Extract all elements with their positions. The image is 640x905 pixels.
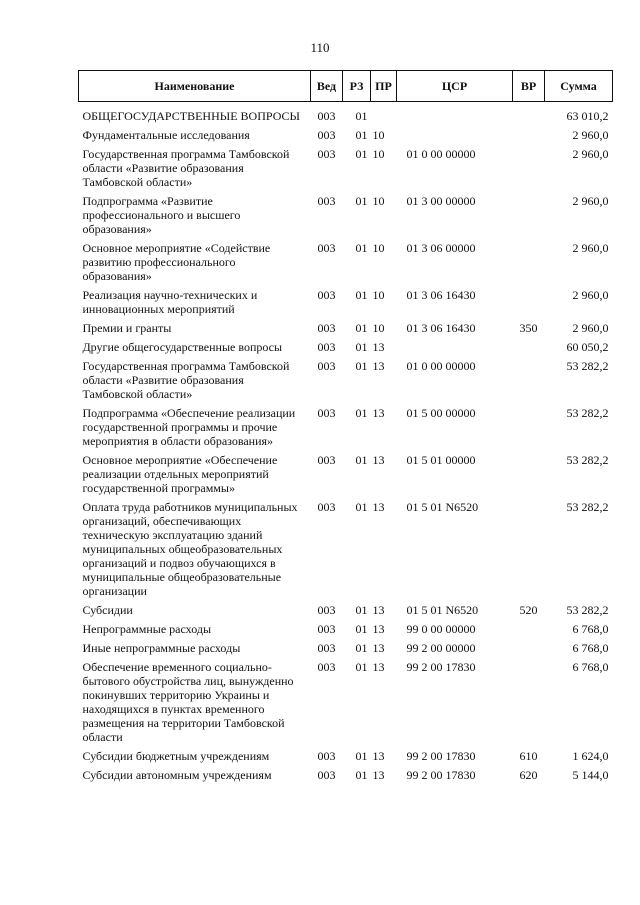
cell-pr: 13	[372, 768, 385, 782]
cell-vr	[513, 239, 545, 286]
cell-csr: 01 5 01 N6520	[406, 500, 479, 514]
cell-pr: 10	[372, 288, 385, 302]
cell-vr	[513, 658, 545, 747]
cell-rz: 01	[355, 194, 368, 208]
cell-sum: 2 960,0	[572, 194, 609, 208]
cell-ved: 003	[317, 749, 336, 763]
cell-pr: 13	[372, 603, 385, 617]
cell-name: Фундаментальные исследования	[82, 128, 250, 142]
cell-ved: 003	[317, 622, 336, 636]
cell-csr: 99 0 00 00000	[406, 622, 476, 636]
cell-name: Субсидии	[82, 603, 133, 617]
cell-sum: 6 768,0	[572, 641, 609, 655]
cell-ved: 003	[317, 500, 336, 514]
header-csr: ЦСР	[397, 71, 513, 102]
budget-table	[78, 70, 613, 785]
table-row	[79, 451, 613, 498]
cell-csr: 99 2 00 17830	[406, 768, 476, 782]
cell-pr: 13	[372, 500, 385, 514]
header-row	[79, 71, 613, 102]
cell-ved: 003	[317, 340, 336, 354]
cell-csr	[397, 126, 513, 145]
cell-csr: 01 3 00 00000	[406, 194, 476, 208]
cell-ved: 003	[317, 128, 336, 142]
cell-csr: 01 5 00 00000	[406, 406, 476, 420]
cell-name: Подпрограмма «Развитие профессионального и высшего образования»	[82, 194, 241, 236]
cell-csr: 01 5 01 N6520	[406, 603, 479, 617]
cell-csr: 01 0 00 00000	[406, 147, 476, 161]
cell-ved: 003	[317, 359, 336, 373]
cell-name: Субсидии автономным учреждениям	[82, 768, 272, 782]
cell-rz: 01	[355, 321, 368, 335]
cell-name: Непрограммные расходы	[82, 622, 212, 636]
cell-sum: 2 960,0	[572, 147, 609, 161]
table-row	[79, 192, 613, 239]
cell-rz: 01	[355, 241, 368, 255]
cell-ved: 003	[317, 453, 336, 467]
cell-name: Реализация научно-технических и инновационных мероприятий	[82, 288, 258, 316]
cell-name: Основное мероприятие «Содействие развитию профессионального образования»	[82, 241, 271, 283]
cell-pr: 10	[372, 147, 385, 161]
cell-ved: 003	[317, 147, 336, 161]
cell-vr	[513, 451, 545, 498]
cell-rz: 01	[355, 340, 368, 354]
cell-vr	[513, 639, 545, 658]
cell-name: Иные непрограммные расходы	[82, 641, 241, 655]
table-row	[79, 239, 613, 286]
cell-ved: 003	[317, 109, 336, 123]
cell-sum: 6 768,0	[572, 660, 609, 674]
cell-pr: 13	[372, 641, 385, 655]
cell-csr: 01 3 06 16430	[406, 321, 476, 335]
table-row	[79, 620, 613, 639]
page-number: 110	[310, 40, 330, 55]
cell-ved: 003	[317, 768, 336, 782]
cell-vr: 350	[519, 321, 538, 335]
cell-pr: 10	[372, 241, 385, 255]
table-row	[79, 286, 613, 319]
cell-pr: 10	[372, 194, 385, 208]
cell-rz: 01	[355, 147, 368, 161]
cell-ved: 003	[317, 288, 336, 302]
cell-vr	[513, 102, 545, 127]
cell-pr: 13	[372, 406, 385, 420]
cell-name: Премии и гранты	[82, 321, 172, 335]
cell-csr: 01 3 06 00000	[406, 241, 476, 255]
cell-pr: 13	[372, 453, 385, 467]
cell-name: Основное мероприятие «Обеспечение реализации отдельных мероприятий государственной программы»	[82, 453, 278, 495]
cell-rz: 01	[355, 109, 368, 123]
cell-ved: 003	[317, 241, 336, 255]
cell-rz: 01	[355, 603, 368, 617]
cell-sum: 2 960,0	[572, 128, 609, 142]
cell-rz: 01	[355, 453, 368, 467]
cell-vr: 620	[519, 768, 538, 782]
cell-name: Субсидии бюджетным учреждениям	[82, 749, 270, 763]
cell-csr: 01 0 00 00000	[406, 359, 476, 373]
cell-ved: 003	[317, 321, 336, 335]
cell-rz: 01	[355, 500, 368, 514]
table-row	[79, 404, 613, 451]
cell-ved: 003	[317, 406, 336, 420]
table-row	[79, 338, 613, 357]
cell-csr: 99 2 00 17830	[406, 660, 476, 674]
cell-pr: 13	[372, 622, 385, 636]
cell-vr	[513, 620, 545, 639]
cell-vr	[513, 404, 545, 451]
cell-sum: 63 010,2	[566, 109, 609, 123]
table-row	[79, 601, 613, 620]
cell-pr: 13	[372, 660, 385, 674]
cell-name: Обеспечение временного социально-бытового обустройства лиц, вынужденно покинувших территорию Украины и находящихся в пунктах временного размещения на территории Тамбовской области	[82, 660, 294, 744]
cell-vr: 520	[519, 603, 538, 617]
cell-pr	[371, 102, 397, 127]
cell-sum: 53 282,2	[566, 603, 609, 617]
cell-vr	[513, 145, 545, 192]
cell-csr	[397, 338, 513, 357]
cell-sum: 5 144,0	[572, 768, 609, 782]
cell-name: ОБЩЕГОСУДАРСТВЕННЫЕ ВОПРОСЫ	[82, 109, 300, 123]
cell-rz: 01	[355, 749, 368, 763]
header-rz: РЗ	[343, 71, 371, 102]
table-row	[79, 319, 613, 338]
cell-sum: 1 624,0	[572, 749, 609, 763]
table-row	[79, 766, 613, 785]
table-row	[79, 498, 613, 601]
cell-vr	[513, 338, 545, 357]
cell-vr	[513, 192, 545, 239]
cell-pr: 13	[372, 359, 385, 373]
cell-ved: 003	[317, 660, 336, 674]
table-header	[79, 71, 613, 102]
cell-sum: 60 050,2	[566, 340, 609, 354]
cell-name: Другие общегосударственные вопросы	[82, 340, 283, 354]
header-ved: Вед	[311, 71, 343, 102]
cell-vr	[513, 126, 545, 145]
cell-pr: 10	[372, 128, 385, 142]
cell-sum: 53 282,2	[566, 406, 609, 420]
cell-csr: 99 2 00 00000	[406, 641, 476, 655]
table-row	[79, 126, 613, 145]
table-row	[79, 658, 613, 747]
cell-sum: 53 282,2	[566, 500, 609, 514]
cell-csr: 99 2 00 17830	[406, 749, 476, 763]
cell-rz: 01	[355, 128, 368, 142]
cell-rz: 01	[355, 359, 368, 373]
table-row	[79, 145, 613, 192]
cell-vr	[513, 357, 545, 404]
table-row	[79, 747, 613, 766]
cell-pr: 13	[372, 340, 385, 354]
cell-sum: 2 960,0	[572, 241, 609, 255]
cell-name: Оплата труда работников муниципальных организаций, обеспечивающих техническую эксплуатацию зданий муниципальных общеобразовательных организаций и подвоз обучающихся в муниципальные общеобразовательные организации	[82, 500, 298, 598]
cell-vr: 610	[519, 749, 538, 763]
cell-sum: 53 282,2	[566, 453, 609, 467]
cell-rz: 01	[355, 660, 368, 674]
table-body	[79, 102, 613, 786]
header-pr: ПР	[371, 71, 397, 102]
cell-csr	[397, 102, 513, 127]
cell-rz: 01	[355, 406, 368, 420]
cell-pr: 10	[372, 321, 385, 335]
cell-csr: 01 3 06 16430	[406, 288, 476, 302]
cell-ved: 003	[317, 641, 336, 655]
header-vr: ВР	[513, 71, 545, 102]
cell-name: Государственная программа Тамбовской области «Развитие образования Тамбовской области»	[82, 359, 290, 401]
cell-rz: 01	[355, 641, 368, 655]
cell-sum: 6 768,0	[572, 622, 609, 636]
cell-sum: 53 282,2	[566, 359, 609, 373]
cell-name: Государственная программа Тамбовской области «Развитие образования Тамбовской области»	[82, 147, 290, 189]
cell-pr: 13	[372, 749, 385, 763]
table-row	[79, 357, 613, 404]
cell-ved: 003	[317, 194, 336, 208]
cell-ved: 003	[317, 603, 336, 617]
table-row	[79, 639, 613, 658]
cell-rz: 01	[355, 622, 368, 636]
table-row	[79, 102, 613, 127]
cell-rz: 01	[355, 768, 368, 782]
cell-vr	[513, 286, 545, 319]
cell-sum: 2 960,0	[572, 321, 609, 335]
cell-vr	[513, 498, 545, 601]
cell-name: Подпрограмма «Обеспечение реализации государственной программы и прочие мероприятия в области образования»	[82, 406, 296, 448]
cell-csr: 01 5 01 00000	[406, 453, 476, 467]
cell-rz: 01	[355, 288, 368, 302]
cell-sum: 2 960,0	[572, 288, 609, 302]
header-sum: Сумма	[545, 71, 613, 102]
header-name: Наименование	[79, 71, 311, 102]
